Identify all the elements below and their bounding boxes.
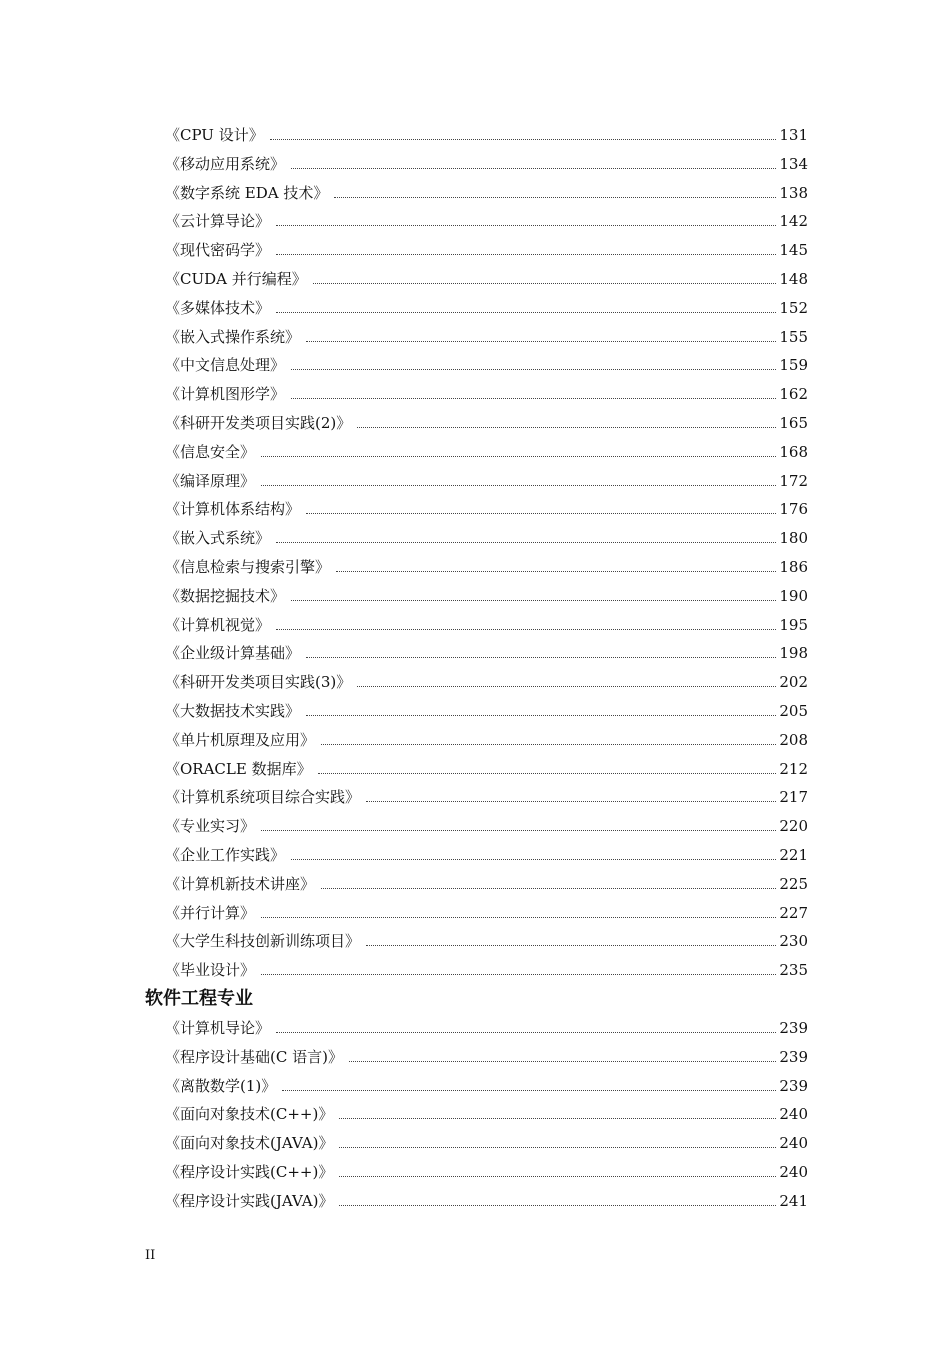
toc-entry-title: 《离散数学(1)》	[165, 1076, 277, 1095]
dot-leader	[339, 1205, 776, 1206]
toc-entry-page: 240	[779, 1163, 808, 1181]
toc-entry-title: 《毕业设计》	[165, 961, 256, 980]
toc-entry-page: 220	[779, 817, 808, 836]
toc-entry-title: 《移动应用系统》	[165, 154, 286, 173]
toc-entry[interactable]	[165, 523, 808, 547]
dot-leader	[321, 744, 776, 745]
toc-entry-page: 168	[779, 442, 808, 461]
dot-leader	[276, 254, 776, 255]
toc-entry-title: 《计算机体系结构》	[165, 500, 301, 519]
dot-leader	[291, 168, 776, 169]
toc-entry-page: 195	[779, 615, 808, 634]
toc-entry-page: 159	[779, 356, 808, 375]
toc-entry-title: 《面向对象技术(C++)》	[165, 1105, 334, 1124]
toc-entry[interactable]	[165, 1013, 808, 1037]
toc-entry-title: 《企业工作实践》	[165, 846, 286, 864]
toc-entry-page: 239	[779, 1019, 808, 1037]
toc-entry[interactable]	[165, 1071, 808, 1095]
toc-entry-title: 《计算机图形学》	[165, 385, 286, 404]
toc-entry-page: 230	[779, 932, 808, 951]
toc-entry-title: 《CPU 设计》	[165, 126, 264, 144]
toc-entry-title: 《信息安全》	[165, 442, 256, 461]
toc-entry-page: 221	[779, 846, 808, 864]
dot-leader	[339, 1176, 776, 1177]
toc-entry-page: 155	[779, 327, 808, 346]
dot-leader	[261, 456, 776, 457]
toc-entry-page: 235	[779, 961, 808, 980]
toc-entry-page: 227	[779, 903, 808, 922]
dot-leader	[261, 830, 776, 831]
dot-leader	[366, 801, 776, 802]
toc-entry-page: 148	[779, 270, 808, 288]
toc-entry-title: 《信息检索与搜索引擎》	[165, 558, 331, 576]
toc-entry[interactable]	[165, 869, 808, 893]
toc-entry-title: 《程序设计基础(C 语言)》	[165, 1047, 343, 1066]
toc-entry[interactable]	[165, 840, 808, 864]
toc-entry-title: 《数据挖掘技术》	[165, 586, 286, 605]
toc-entry[interactable]	[165, 581, 808, 605]
toc-entry[interactable]	[165, 610, 808, 634]
toc-entry[interactable]	[165, 1128, 808, 1152]
dot-leader	[339, 1147, 776, 1148]
dot-leader	[291, 398, 776, 399]
dot-leader	[321, 888, 776, 889]
toc-entry[interactable]	[165, 696, 808, 720]
toc-entry[interactable]	[165, 811, 808, 835]
toc-entry-title: 《编译原理》	[165, 471, 256, 490]
toc-entry[interactable]	[165, 350, 808, 374]
toc-entry-title: 《ORACLE 数据库》	[165, 759, 312, 778]
dot-leader	[306, 657, 776, 658]
toc-entry-title: 《专业实习》	[165, 817, 256, 836]
toc-entry-page: 240	[779, 1105, 808, 1124]
dot-leader	[291, 600, 776, 601]
toc-entry-title: 《嵌入式操作系统》	[165, 327, 301, 346]
dot-leader	[306, 513, 776, 514]
toc-entry[interactable]	[165, 955, 808, 979]
toc-entry-page: 239	[779, 1047, 808, 1066]
toc-entry[interactable]	[165, 1186, 808, 1210]
toc-entry-title: 《程序设计实践(C++)》	[165, 1163, 334, 1181]
dot-leader	[336, 571, 776, 572]
toc-entry-page: 134	[779, 154, 808, 173]
toc-entry[interactable]	[165, 898, 808, 922]
toc-entry-title: 《企业级计算基础》	[165, 644, 301, 663]
toc-entry-title: 《现代密码学》	[165, 241, 271, 260]
toc-entry-page: 145	[779, 241, 808, 260]
dot-leader	[261, 917, 776, 918]
toc-entry-title: 《科研开发类项目实践(3)》	[165, 673, 352, 692]
toc-entry-page: 240	[779, 1134, 808, 1153]
toc-entry-title: 《并行计算》	[165, 903, 256, 922]
toc-entry-page: 208	[779, 730, 808, 749]
toc-entry-page: 241	[779, 1191, 808, 1210]
section-heading: 软件工程专业	[145, 988, 253, 1009]
toc-entry[interactable]	[165, 379, 808, 403]
toc-entry[interactable]	[165, 638, 808, 662]
toc-entry-page: 131	[779, 126, 808, 144]
toc-entry-title: 《大数据技术实践》	[165, 702, 301, 720]
toc-entry[interactable]	[165, 552, 808, 576]
toc-entry[interactable]	[165, 782, 808, 806]
dot-leader	[318, 773, 777, 774]
toc-entry-title: 《云计算导论》	[165, 212, 271, 231]
toc-entry-page: 198	[779, 644, 808, 663]
toc-entry-page: 176	[779, 500, 808, 519]
toc-entry[interactable]	[165, 149, 808, 173]
toc-entry[interactable]	[165, 235, 808, 259]
toc-entry-title: 《科研开发类项目实践(2)》	[165, 414, 352, 432]
toc-entry-page: 162	[779, 385, 808, 404]
dot-leader	[306, 715, 776, 716]
toc-entry-title: 《多媒体技术》	[165, 298, 271, 317]
toc-entry-title: 《中文信息处理》	[165, 356, 286, 375]
toc-entry[interactable]	[165, 293, 808, 317]
toc-entry-page: 239	[779, 1076, 808, 1095]
toc-entry-page: 172	[779, 471, 808, 490]
toc-entry[interactable]	[165, 754, 808, 778]
toc-entry[interactable]	[165, 120, 808, 144]
dot-leader	[276, 1032, 776, 1033]
toc-entry-page: 212	[779, 759, 808, 778]
toc-entry[interactable]	[165, 667, 808, 691]
dot-leader	[306, 341, 776, 342]
toc-entry[interactable]	[165, 1157, 808, 1181]
dot-leader	[291, 369, 776, 370]
toc-entry[interactable]	[165, 206, 808, 230]
toc-entry[interactable]	[165, 1042, 808, 1066]
toc-entry[interactable]	[165, 264, 808, 288]
dot-leader	[276, 312, 776, 313]
toc-entry-title: 《面向对象技术(JAVA)》	[165, 1134, 334, 1153]
toc-entry-title: 《计算机导论》	[165, 1019, 271, 1037]
toc-entry[interactable]	[165, 437, 808, 461]
toc-entry-title: 《大学生科技创新训练项目》	[165, 932, 361, 951]
toc-entry-page: 186	[779, 558, 808, 576]
dot-leader	[339, 1118, 776, 1119]
dot-leader	[357, 686, 776, 687]
dot-leader	[276, 542, 776, 543]
dot-leader	[313, 283, 777, 284]
toc-entry-page: 225	[779, 874, 808, 893]
toc-entry-title: 《嵌入式系统》	[165, 529, 271, 548]
toc-entry-page: 190	[779, 586, 808, 605]
page-number-footer: II	[145, 1248, 156, 1263]
dot-leader	[357, 427, 776, 428]
dot-leader	[334, 197, 776, 198]
toc-entry-page: 180	[779, 529, 808, 548]
toc-entry-title: 《程序设计实践(JAVA)》	[165, 1191, 334, 1210]
toc-entry[interactable]	[165, 725, 808, 749]
toc-entry-page: 202	[779, 673, 808, 692]
toc-entry[interactable]	[165, 408, 808, 432]
dot-leader	[276, 225, 776, 226]
toc-entry[interactable]	[165, 466, 808, 490]
toc-entry-page: 138	[779, 183, 808, 202]
toc-entry-title: 《数字系统 EDA 技术》	[165, 183, 329, 202]
toc-entry-page: 142	[779, 212, 808, 231]
toc-entry[interactable]	[165, 494, 808, 518]
dot-leader	[276, 629, 776, 630]
toc-entry-page: 152	[779, 298, 808, 317]
toc-entry-title: 《CUDA 并行编程》	[165, 270, 307, 288]
toc-entry[interactable]	[165, 178, 808, 202]
dot-leader	[291, 859, 776, 860]
dot-leader	[282, 1090, 776, 1091]
dot-leader	[261, 485, 776, 486]
dot-leader	[270, 139, 777, 140]
toc-entry[interactable]	[165, 926, 808, 950]
toc-entry-page: 165	[779, 414, 808, 432]
toc-entry-page: 205	[779, 702, 808, 720]
toc-entry[interactable]	[165, 322, 808, 346]
toc-entry[interactable]	[165, 1099, 808, 1123]
dot-leader	[261, 974, 776, 975]
toc-entry-title: 《单片机原理及应用》	[165, 730, 316, 749]
toc-entry-title: 《计算机系统项目综合实践》	[165, 788, 361, 807]
dot-leader	[366, 945, 776, 946]
toc-entry-title: 《计算机视觉》	[165, 615, 271, 634]
toc-entry-title: 《计算机新技术讲座》	[165, 874, 316, 893]
dot-leader	[349, 1061, 776, 1062]
toc-entry-page: 217	[779, 788, 808, 807]
